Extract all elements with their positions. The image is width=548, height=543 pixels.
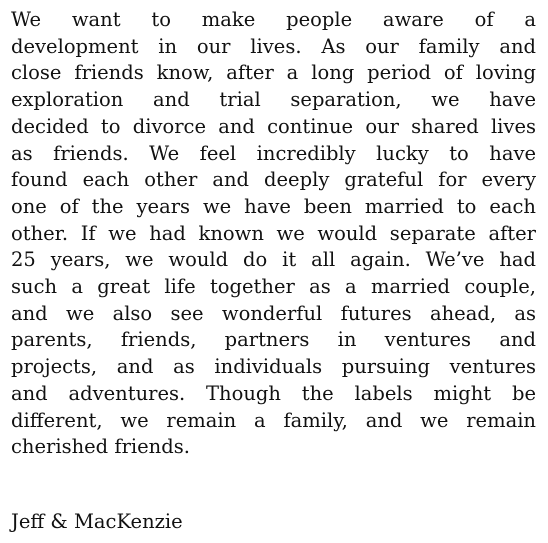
statement-line: different, we remain a family, and we remain — [11, 408, 536, 432]
statement-line: one of the years we have been married to each — [11, 194, 536, 218]
statement-line: and adventures. Though the labels might be — [11, 381, 536, 405]
statement-line: other. If we had known we would separate after — [11, 221, 536, 245]
statement-line: 25 years, we would do it all again. We’ve had — [11, 248, 536, 272]
statement-line: and we also see wonderful futures ahead, as — [11, 301, 536, 325]
statement-line: as friends. We feel incredibly lucky to have — [11, 141, 536, 165]
statement-line: projects, and as individuals pursuing ventures — [11, 355, 536, 379]
statement-line: such a great life together as a married couple, — [11, 275, 536, 299]
statement-line: parents, friends, partners in ventures and — [11, 328, 536, 352]
statement-line: cherished friends. — [11, 435, 190, 459]
statement-paragraph — [11, 7, 536, 461]
statement-line: exploration and trial separation, we have — [11, 88, 536, 112]
statement-line: development in our lives. As our family and — [11, 34, 536, 58]
signature: Jeff & MacKenzie — [11, 510, 183, 533]
statement-line: close friends know, after a long period of loving — [11, 61, 536, 85]
statement-line: decided to divorce and continue our shared lives — [11, 114, 536, 138]
statement-line: We want to make people aware of a — [11, 8, 536, 31]
statement-line: found each other and deeply grateful for every — [11, 168, 536, 192]
